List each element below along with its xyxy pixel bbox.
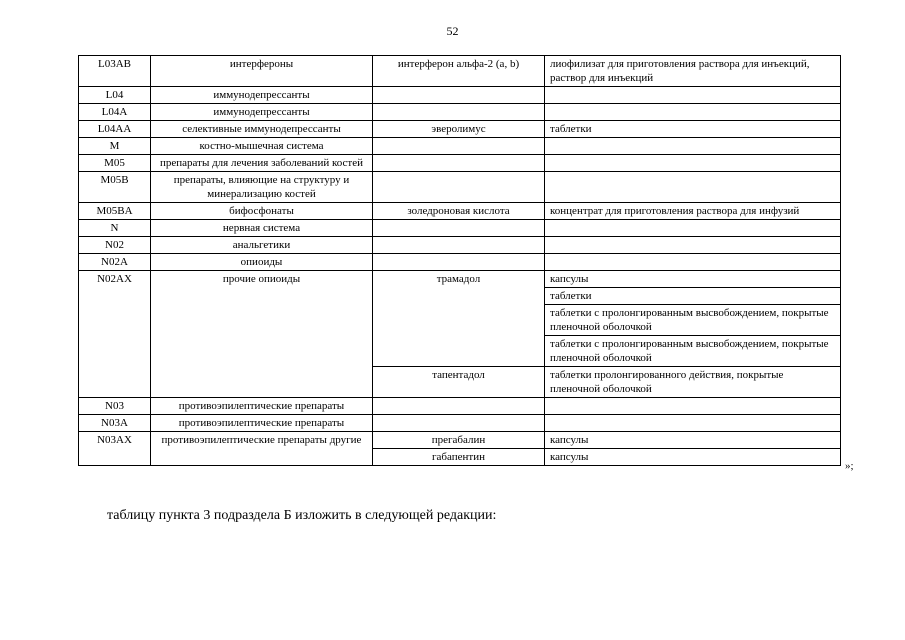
dosage-form: таблетки пролонгированного действия, покрытые пленочной оболочкой	[545, 367, 841, 398]
atc-group: нервная система	[151, 220, 373, 237]
table-row	[79, 203, 841, 220]
dosage-form	[545, 415, 841, 432]
drug-name	[373, 155, 545, 172]
table-row	[79, 172, 841, 203]
table-row	[79, 271, 841, 288]
atc-group: противоэпилептические препараты	[151, 398, 373, 415]
atc-group: анальгетики	[151, 237, 373, 254]
table-row	[79, 121, 841, 138]
table-row	[79, 254, 841, 271]
atc-code: N03AX	[79, 432, 151, 466]
drug-name: интерферон альфа-2 (a, b)	[373, 56, 545, 87]
dosage-form	[545, 104, 841, 121]
table-row	[79, 237, 841, 254]
dosage-form	[545, 220, 841, 237]
table-row	[79, 220, 841, 237]
drug-name	[373, 104, 545, 121]
instruction-text: таблицу пункта 3 подраздела Б изложить в следующей редакции:	[107, 508, 497, 523]
dosage-form: лиофилизат для приготовления раствора для инъекций, раствор для инъекций	[545, 56, 841, 87]
dosage-form	[545, 87, 841, 104]
atc-code: N	[79, 220, 151, 237]
dosage-form	[545, 254, 841, 271]
drug-name	[373, 398, 545, 415]
drug-name	[373, 87, 545, 104]
atc-code: L04	[79, 87, 151, 104]
drug-name	[373, 254, 545, 271]
atc-group: костно-мышечная система	[151, 138, 373, 155]
atc-code: N03	[79, 398, 151, 415]
atc-code: M	[79, 138, 151, 155]
table-row	[79, 56, 841, 87]
dosage-form: таблетки с пролонгированным высвобождением, покрытые пленочной оболочкой	[545, 336, 841, 367]
atc-group: противоэпилептические препараты другие	[151, 432, 373, 466]
atc-code: N02	[79, 237, 151, 254]
atc-group: препараты для лечения заболеваний костей	[151, 155, 373, 172]
dosage-form	[545, 398, 841, 415]
dosage-form	[545, 138, 841, 155]
drug-name	[373, 220, 545, 237]
page-number: 52	[446, 24, 459, 38]
atc-group: препараты, влияющие на структуру и минерализацию костей	[151, 172, 373, 203]
dosage-form: капсулы	[545, 432, 841, 449]
dosage-form: таблетки	[545, 121, 841, 138]
table-row	[79, 415, 841, 432]
dosage-form: капсулы	[545, 449, 841, 466]
dosage-form	[545, 237, 841, 254]
atc-group: интерфероны	[151, 56, 373, 87]
atc-code: L04A	[79, 104, 151, 121]
drug-name	[373, 415, 545, 432]
table-row	[79, 398, 841, 415]
atc-code: L04AA	[79, 121, 151, 138]
atc-group: иммунодепрессанты	[151, 104, 373, 121]
atc-code: M05BA	[79, 203, 151, 220]
atc-group: противоэпилептические препараты	[151, 415, 373, 432]
drug-table	[78, 55, 841, 466]
drug-name	[373, 172, 545, 203]
closing-quote-mark: »;	[845, 460, 854, 472]
atc-code: M05	[79, 155, 151, 172]
atc-group: иммунодепрессанты	[151, 87, 373, 104]
table-row	[79, 138, 841, 155]
table-row	[79, 155, 841, 172]
drug-name	[373, 237, 545, 254]
table-row	[79, 432, 841, 449]
atc-code: N02A	[79, 254, 151, 271]
dosage-form: капсулы	[545, 271, 841, 288]
drug-name: трамадол	[373, 271, 545, 367]
drug-name: тапентадол	[373, 367, 545, 398]
dosage-form	[545, 172, 841, 203]
drug-name: эверолимус	[373, 121, 545, 138]
drug-name: прегабалин	[373, 432, 545, 449]
atc-group: опиоиды	[151, 254, 373, 271]
dosage-form: таблетки	[545, 288, 841, 305]
table-row	[79, 87, 841, 104]
drug-name	[373, 138, 545, 155]
atc-code: N03A	[79, 415, 151, 432]
atc-code: M05B	[79, 172, 151, 203]
atc-group: бифосфонаты	[151, 203, 373, 220]
atc-group: прочие опиоиды	[151, 271, 373, 398]
table-row	[79, 104, 841, 121]
dosage-form	[545, 155, 841, 172]
dosage-form: концентрат для приготовления раствора для инфузий	[545, 203, 841, 220]
drug-name: золедроновая кислота	[373, 203, 545, 220]
atc-code: N02AX	[79, 271, 151, 398]
atc-group: селективные иммунодепрессанты	[151, 121, 373, 138]
dosage-form: таблетки с пролонгированным высвобождением, покрытые пленочной оболочкой	[545, 305, 841, 336]
drug-name: габапентин	[373, 449, 545, 466]
atc-code: L03AB	[79, 56, 151, 87]
